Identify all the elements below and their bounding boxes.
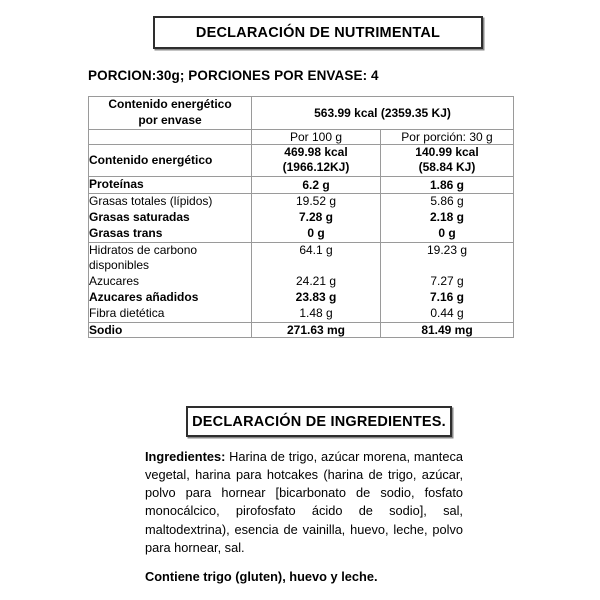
energy-per-package-value: 563.99 kcal (2359.35 KJ): [252, 97, 514, 130]
nutrition-facts-table: [88, 96, 514, 338]
row-label-hidratos-de-carbono-cont: disponibles: [89, 258, 150, 273]
nutrimental-declaration-title-text: DECLARACIÓN DE NUTRIMENTAL: [195, 24, 441, 41]
fats-group-labels: [89, 194, 252, 242]
allergen-statement: Contiene trigo (gluten), huevo y leche.: [145, 569, 378, 584]
carbs-group-labels: [89, 242, 252, 322]
column-header-per-portion: Por porción: 30 g: [381, 129, 514, 144]
ingredients-declaration-title-box: [186, 406, 452, 437]
table-row-carbs-group: [89, 242, 514, 322]
row-label-sodio: Sodio: [89, 322, 252, 337]
column-header-per-100g: Por 100 g: [252, 129, 381, 144]
carbs-group-values-per-100g: 64.1 g 24.21 g 23.83 g 1.48 g: [252, 242, 381, 322]
row-label-grasas-saturadas: Grasas saturadas: [89, 209, 190, 224]
row-value-proteinas-per-100g: 6.2 g: [252, 177, 381, 194]
table-row: [89, 144, 514, 177]
row-label-fibra-dietetica: Fibra dietética: [89, 305, 165, 320]
table-row-energy-per-package: [89, 97, 514, 130]
carbs-group-values-per-portion: 19.23 g 7.27 g 7.16 g 0.44 g: [381, 242, 514, 322]
ingredients-paragraph: [145, 448, 463, 557]
table-row-fats-group: [89, 194, 514, 242]
row-label-contenido-energetico: Contenido energético: [89, 144, 252, 177]
energy-per-package-label: Contenido energético por envase: [89, 97, 252, 130]
row-label-hidratos-de-carbono: Hidratos de carbono: [89, 242, 198, 257]
fats-group-values-per-100g: 19.52 g 7.28 g 0 g: [252, 194, 381, 242]
table-row-column-headers: [89, 129, 514, 144]
fats-group-values-per-portion: 5.86 g 2.18 g 0 g: [381, 194, 514, 242]
ingredients-text: Harina de trigo, azúcar morena, manteca vegetal, harina para hotcakes (harina de trigo, azúcar, polvo para hornear [bicarbonato de sodio, fosfato monocálcico, pirofosfato ácido de sodio], sal, maltodextrina), esencia de vainilla, huevo, leche, polvo para hornear, sal.: [145, 449, 463, 555]
row-label-azucares: Azucares: [89, 274, 140, 289]
row-label-proteinas: Proteínas: [89, 177, 252, 194]
row-label-azucares-anadidos: Azucares añadidos: [89, 290, 199, 305]
table-row: [89, 177, 514, 194]
row-value-sodio-per-100g: 271.63 mg: [252, 322, 381, 337]
row-label-grasas-totales: Grasas totales (lípidos): [89, 194, 213, 209]
table-row: [89, 322, 514, 337]
portion-info-line: PORCION:30g; PORCIONES POR ENVASE: 4: [88, 68, 379, 83]
row-value-proteinas-per-portion: 1.86 g: [381, 177, 514, 194]
column-header-blank: [89, 129, 252, 144]
ingredients-declaration-title-text: DECLARACIÓN DE INGREDIENTES.: [192, 413, 446, 430]
row-label-grasas-trans: Grasas trans: [89, 225, 163, 240]
row-value-contenido-energetico-per-100g: 469.98 kcal (1966.12KJ): [252, 144, 381, 177]
nutrimental-declaration-title-box: [153, 16, 483, 49]
row-value-sodio-per-portion: 81.49 mg: [381, 322, 514, 337]
ingredients-lead-label: Ingredientes:: [145, 449, 226, 464]
row-value-contenido-energetico-per-portion: 140.99 kcal (58.84 KJ): [381, 144, 514, 177]
